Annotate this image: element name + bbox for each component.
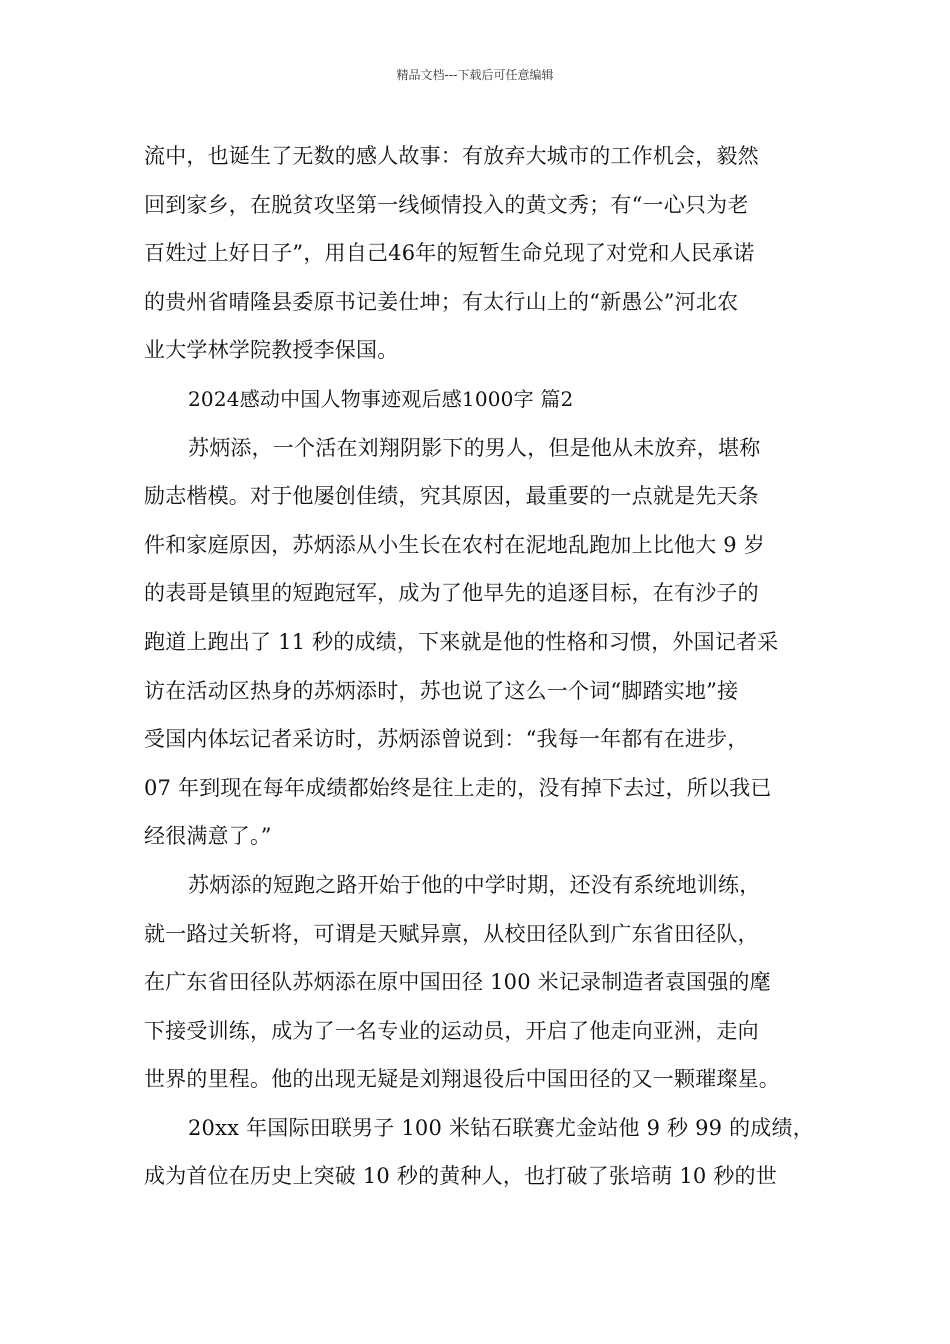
text-line: 百姓过上好日子”，用自己46年的短暂生命兑现了对党和人民承诺 [144, 241, 755, 266]
text-line: 07 年到现在每年成绩都始终是往上走的，没有掉下去过，所以我已 [144, 775, 772, 800]
paragraph-first-line: 苏炳添，一个活在刘翔阴影下的男人，但是他从未放弃，堪称 [188, 435, 761, 460]
text-line: 受国内体坛记者采访时，苏炳添曾说到：“我每一年都有在进步， [144, 727, 749, 752]
text-line: 的表哥是镇里的短跑冠军，成为了他早先的追逐目标，在有沙子的 [144, 581, 759, 606]
page-header: 精品文档---下载后可任意编辑 [396, 68, 554, 82]
text-line: 就一路过关斩将，可谓是天赋异禀，从校田径队到广东省田径队， [144, 921, 759, 946]
text-line: 励志楷模。对于他屡创佳绩，究其原因，最重要的一点就是先天条 [144, 484, 759, 509]
section-heading: 2024感动中国人物事迹观后感1000字 篇2 [188, 386, 574, 411]
text-line: 成为首位在历史上突破 10 秒的黄种人，也打破了张培萌 10 秒的世 [144, 1164, 777, 1189]
paragraph-first-line: 苏炳添的短跑之路开始于他的中学时期，还没有系统地训练， [188, 872, 761, 897]
text-line: 下接受训练，成为了一名专业的运动员，开启了他走向亚洲，走向 [144, 1018, 759, 1043]
text-line: 经很满意了。” [144, 824, 272, 849]
text-line: 跑道上跑出了 11 秒的成绩，下来就是他的性格和习惯，外国记者采 [144, 629, 779, 654]
text-line: 件和家庭原因，苏炳添从小生长在农村在泥地乱跑加上比他大 9 岁 [144, 532, 765, 557]
text-line: 回到家乡，在脱贫攻坚第一线倾情投入的黄文秀；有“一心只为老 [144, 192, 749, 217]
text-line: 世界的里程。他的出现无疑是刘翔退役后中国田径的又一颗璀璨星。 [144, 1067, 780, 1092]
text-line: 业大学林学院教授李保国。 [144, 338, 399, 363]
text-line: 在广东省田径队苏炳添在原中国田径 100 米记录制造者袁国强的麾 [144, 970, 771, 995]
text-line: 访在活动区热身的苏炳添时，苏也说了这么一个词“脚踏实地”接 [144, 678, 739, 703]
paragraph-first-line: 20xx 年国际田联男子 100 米钻石联赛尤金站他 9 秒 99 的成绩， [188, 1115, 814, 1140]
text-line: 的贵州省晴隆县委原书记姜仕坤；有太行山上的“新愚公”河北农 [144, 289, 739, 314]
document-body [144, 132, 820, 1201]
text-line: 流中，也诞生了无数的感人故事：有放弃大城市的工作机会，毅然 [144, 144, 759, 168]
